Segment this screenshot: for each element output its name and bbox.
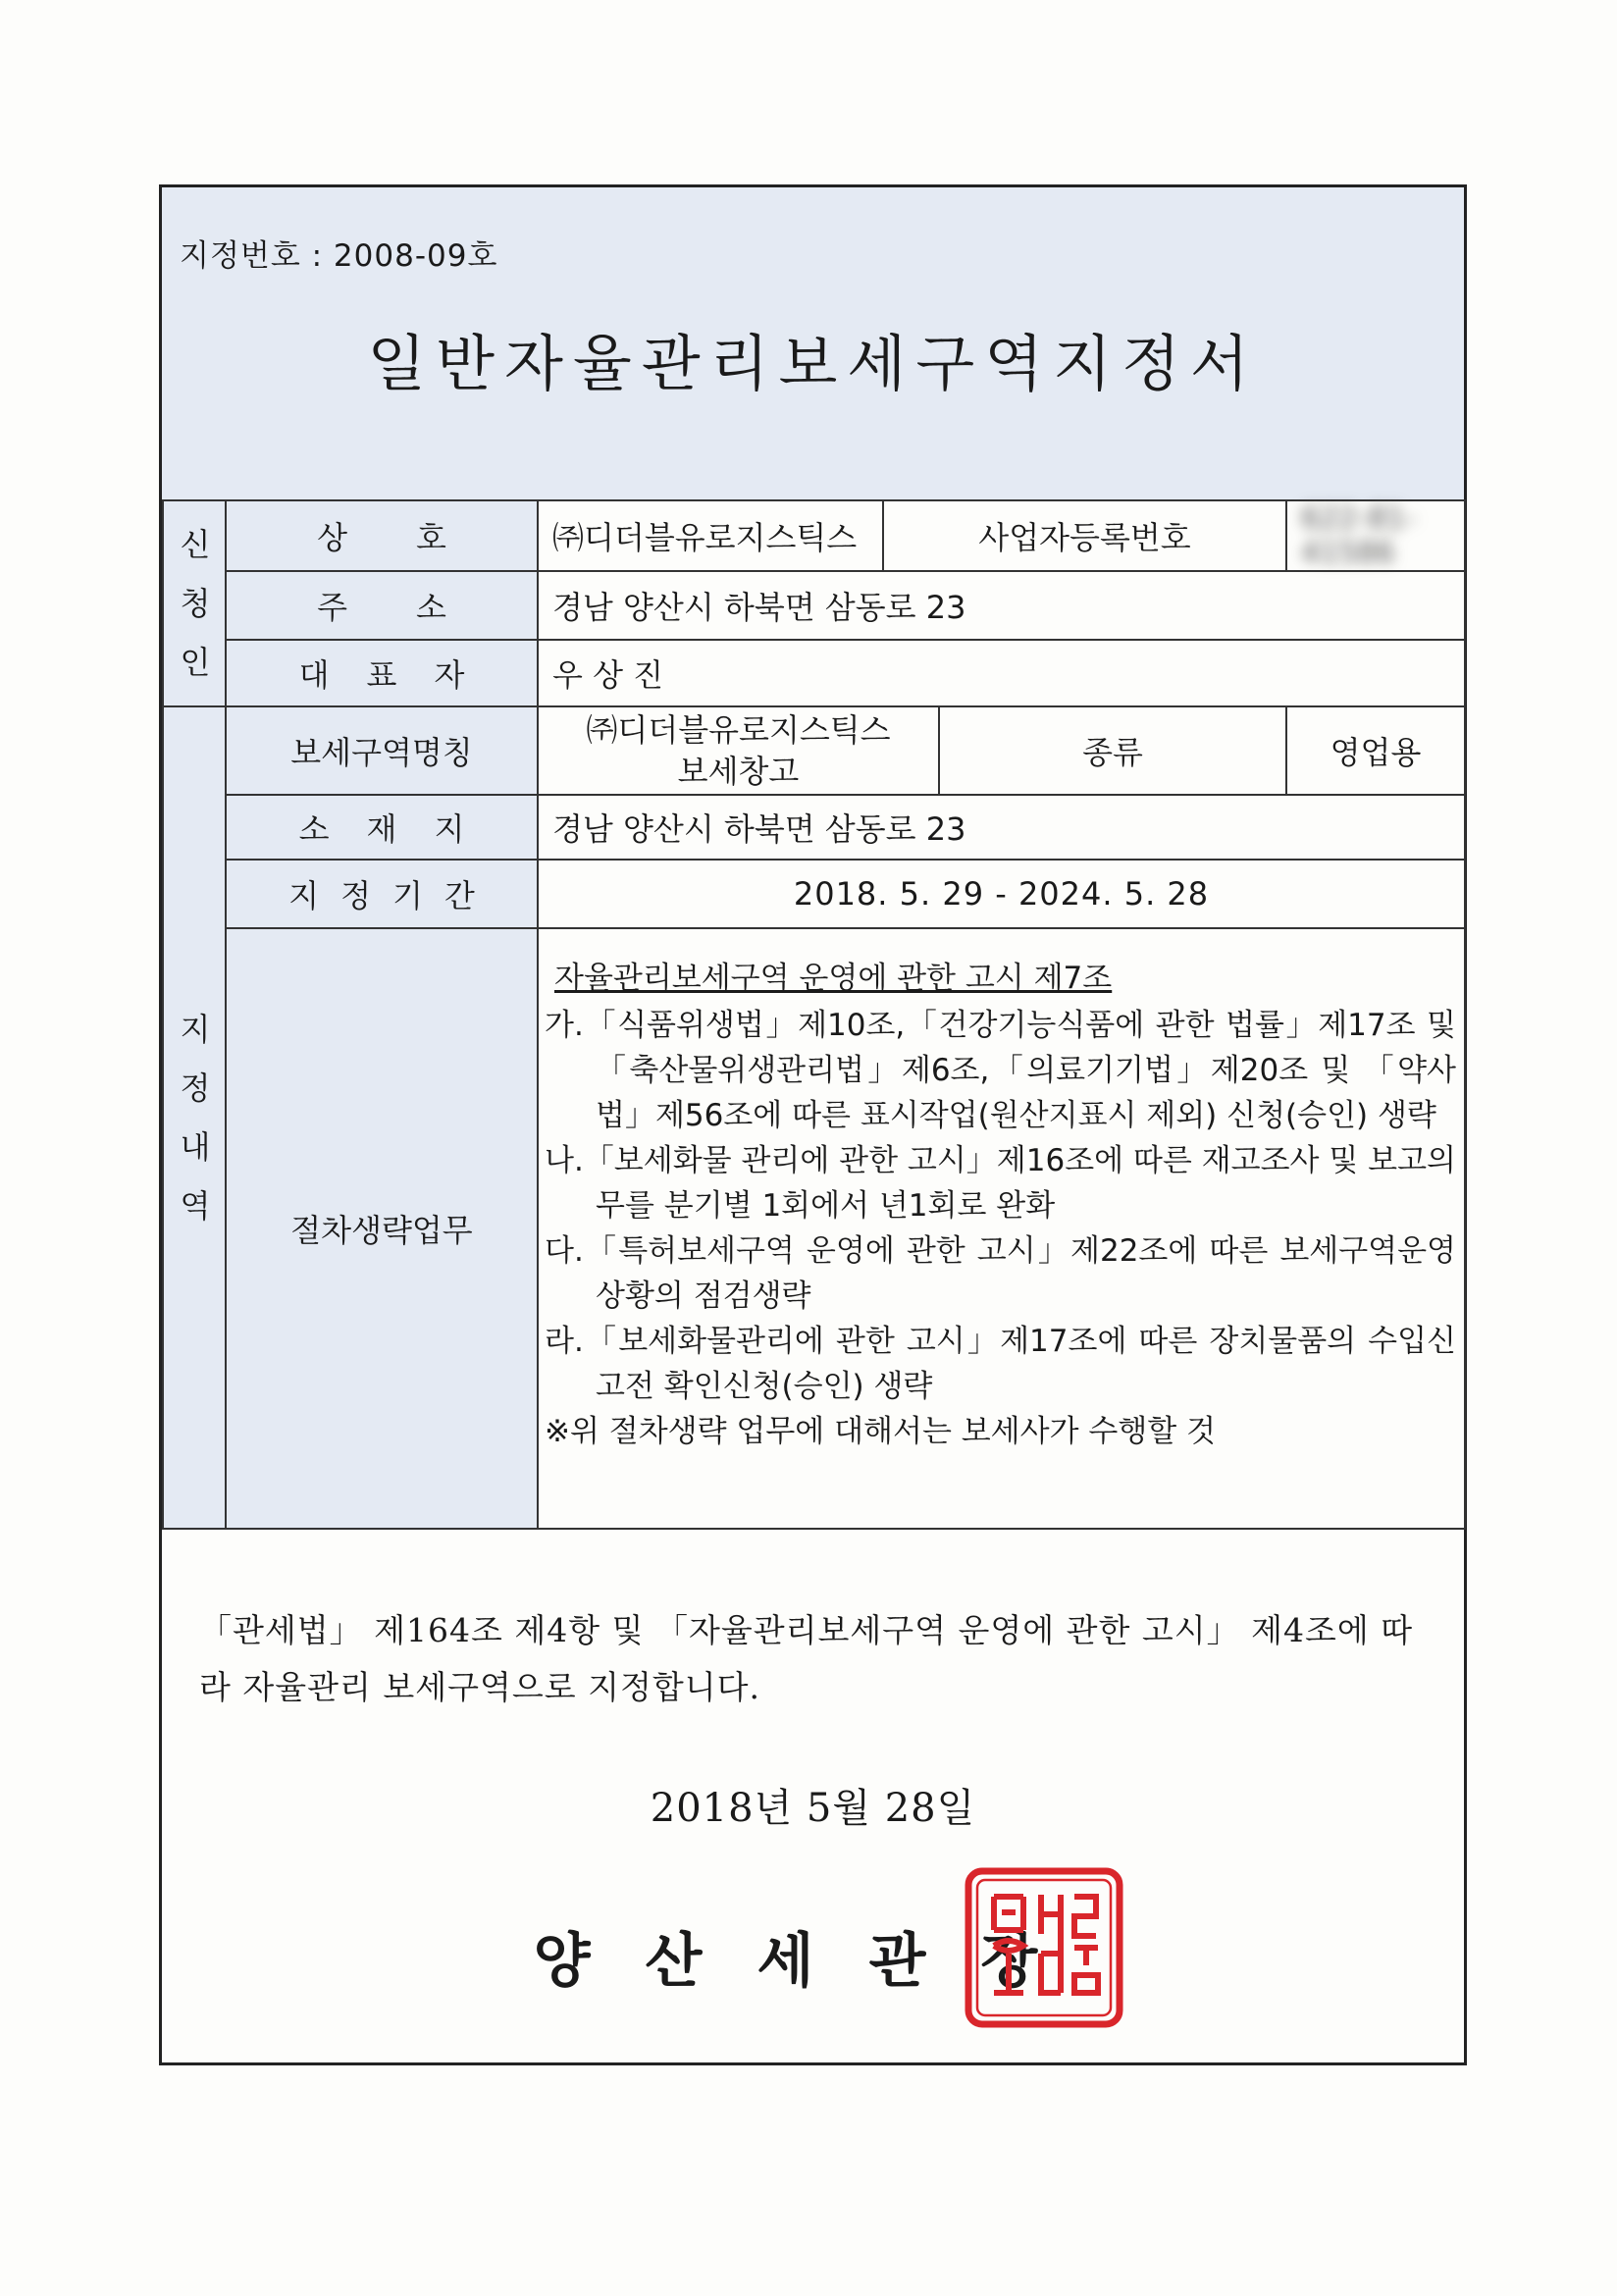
designation-number: 지정번호 : 2008-09호 — [180, 238, 498, 274]
period-label: 지정기간 — [226, 860, 538, 928]
area-name-value — [538, 706, 939, 795]
area-name-label: 보세구역명칭 — [226, 706, 538, 795]
representative-value: 우 상 진 — [538, 640, 1465, 706]
type-value: 영업용 — [1286, 706, 1465, 795]
procedure-list — [545, 1003, 1456, 1409]
row-trade-name — [163, 500, 1465, 571]
trade-name-value: ㈜디더블유로지스틱스 — [538, 500, 883, 571]
location-value: 경남 양산시 하북면 삼동로 23 — [538, 795, 1465, 860]
location-label: 소재지 — [226, 795, 538, 860]
row-address — [163, 571, 1465, 640]
reg-no-value: 622-81-41586 — [1286, 500, 1465, 571]
designation-statement: 「관세법」 제164조 제4항 및 「자율관리보세구역 운영에 관한 고시」 제4조에 따라 자율관리 보세구역으로 지정합니다. — [199, 1611, 1414, 1706]
row-area-name — [163, 706, 1465, 795]
procedure-item: 나.「보세화물 관리에 관한 고시」제16조에 따른 재고조사 및 보고의무를 분기별 1회에서 년1회로 완화 — [545, 1143, 1456, 1224]
procedure-item: 다.「특허보세구역 운영에 관한 고시」제22조에 따른 보세구역운영상황의 점검생략 — [545, 1233, 1456, 1314]
type-label: 종류 — [939, 706, 1286, 795]
area-name-line1: ㈜디더블유로지스틱스 — [586, 711, 891, 749]
procedure-item: 라.「보세화물관리에 관한 고시」제17조에 따른 장치물품의 수입신고전 확인신청(승인) 생략 — [545, 1324, 1456, 1404]
designation-group-label — [163, 706, 226, 1529]
trade-name-label: 상호 — [226, 500, 538, 571]
row-procedures — [163, 928, 1465, 1529]
certificate-header — [162, 187, 1464, 501]
applicant-group-text: 신청인 — [180, 526, 211, 681]
procedure-title: 자율관리보세구역 운영에 관한 고시 제7조 — [554, 961, 1113, 996]
certificate-table — [162, 499, 1466, 1530]
row-period — [163, 860, 1465, 928]
procedure-item: 가.「식품위생법」제10조,「건강기능식품에 관한 법률」제17조 및「축산물위생관리법」제6조,「의료기기법」제20조 및 「약사법」제56조에 따른 표시작업(원산지표시 제외) 신청(승인) 생략 — [545, 1008, 1456, 1133]
period-value: 2018. 5. 29 - 2024. 5. 28 — [538, 860, 1465, 928]
address-label: 주소 — [226, 571, 538, 640]
address-value: 경남 양산시 하북면 삼동로 23 — [538, 571, 1465, 640]
procedure-label: 절차생략업무 — [226, 928, 538, 1529]
area-name-line2: 보세창고 — [677, 753, 800, 790]
designation-group-text: 지정내역 — [180, 1011, 211, 1225]
document-title: 일반자율관리보세구역지정서 — [367, 328, 1259, 399]
certificate-frame — [159, 184, 1467, 2065]
row-location — [163, 795, 1465, 860]
row-representative — [163, 640, 1465, 706]
applicant-group-label — [163, 500, 226, 706]
procedure-note: ※위 절차생략 업무에 대해서는 보세사가 수행할 것 — [545, 1414, 1217, 1449]
official-seal-icon — [965, 1867, 1123, 2028]
procedure-content — [538, 928, 1465, 1529]
signer-name: 양산세관장 — [533, 1927, 1093, 1996]
issue-date: 2018년 5월 28일 — [650, 1786, 976, 1831]
reg-no-label: 사업자등록번호 — [883, 500, 1286, 571]
representative-label: 대표자 — [226, 640, 538, 706]
